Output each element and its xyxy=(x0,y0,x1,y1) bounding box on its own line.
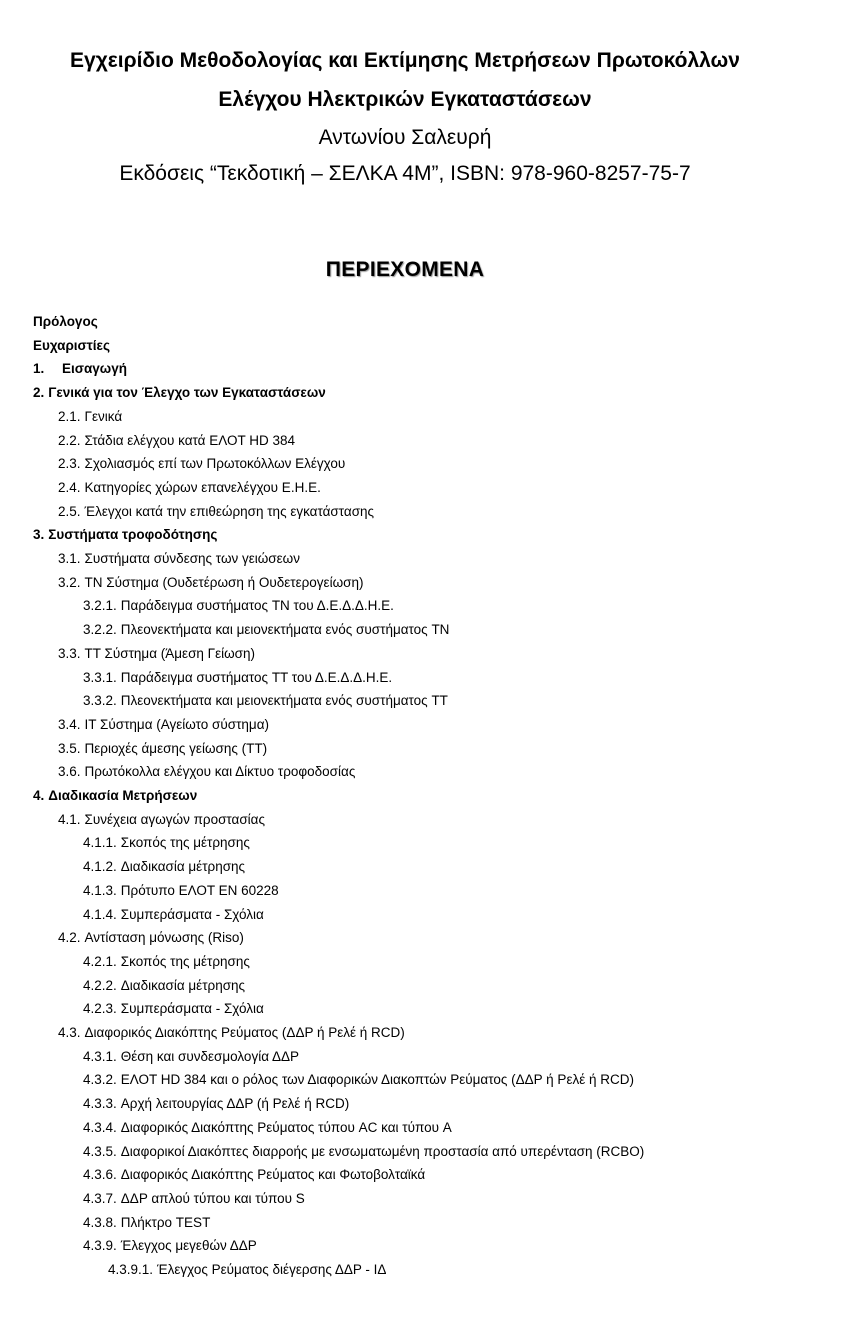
toc-entry-title: Διαφορικοί Διακόπτες διαρροής με ενσωματωμένη προστασία από υπερένταση (RCBO) xyxy=(120,1143,645,1159)
toc-entry xyxy=(58,645,255,663)
toc-entry xyxy=(83,669,392,687)
toc-entry-title: Συστήματα τροφοδότησης xyxy=(48,527,218,543)
toc-entry-title: Διαδικασία μέτρησης xyxy=(120,859,246,875)
toc-entry-title: Εισαγωγή xyxy=(62,361,127,377)
toc-entry-number: 4.3.1. xyxy=(83,1048,117,1064)
toc-entry-number: 4.1.2. xyxy=(83,859,117,875)
toc-entry xyxy=(83,597,394,615)
toc-entry-title: Παράδειγμα συστήματος TT του Δ.Ε.Δ.Δ.Η.Ε. xyxy=(120,669,393,685)
toc-entry-number: 4.1. xyxy=(58,811,81,827)
toc-entry xyxy=(83,1214,210,1232)
toc-entry-title: Διαδικασία μέτρησης xyxy=(120,977,246,993)
toc-entry-title: Στάδια ελέγχου κατά ΕΛΟΤ HD 384 xyxy=(84,432,296,448)
toc-entry xyxy=(83,1048,299,1066)
toc-entry-title: IT Σύστημα (Αγείωτο σύστημα) xyxy=(84,716,270,732)
toc-entry xyxy=(58,929,244,947)
toc-entry-number: 4.3.9. xyxy=(83,1238,117,1254)
toc-entry-number: 3.3. xyxy=(58,645,81,661)
toc-entry-title: ΕΛΟΤ HD 384 και ο ρόλος των Διαφορικών Διακοπτών Ρεύματος (ΔΔΡ ή Ρελέ ή RCD) xyxy=(120,1072,634,1088)
toc-entry xyxy=(33,360,127,378)
toc-entry xyxy=(58,550,300,568)
toc-entry-title: Διαφορικός Διακόπτης Ρεύματος τύπου AC και τύπου A xyxy=(120,1119,452,1135)
toc-entry-number: 3.3.2. xyxy=(83,693,117,709)
toc-entry-title: Περιοχές άμεσης γείωσης (TT) xyxy=(84,740,268,756)
toc-entry-title: Διαφορικός Διακόπτης Ρεύματος και Φωτοβολταϊκά xyxy=(120,1167,426,1183)
toc-entry-title: Πλήκτρο TEST xyxy=(120,1214,211,1230)
toc-entry-number: 1. xyxy=(33,361,45,377)
publisher-info: Εκδόσεις “Τεκδοτική – ΣΕΛΚΑ 4Μ”, ISBN: 978-960-8257-75-7 xyxy=(119,162,691,185)
toc-entry-title: Συστήματα σύνδεσης των γειώσεων xyxy=(84,551,300,566)
toc-entry xyxy=(83,621,449,639)
toc-entry-title: Συμπεράσματα - Σχόλια xyxy=(120,906,264,922)
toc-entry-title: TN Σύστημα (Ουδετέρωση ή Ουδετερογείωση) xyxy=(84,574,364,590)
toc-entry-title: Έλεγχος Ρεύματος διέγερσης ΔΔΡ - IΔ xyxy=(157,1262,387,1277)
toc-entry-title: Έλεγχος μεγεθών ΔΔΡ xyxy=(120,1238,257,1254)
toc-entry-number: 3.2.1. xyxy=(83,598,117,614)
toc-entry xyxy=(83,692,448,710)
toc-entry xyxy=(83,858,245,876)
toc-entry-number: 4.1.4. xyxy=(83,906,117,922)
toc-entry xyxy=(83,882,279,900)
toc-entry-title: Ευχαριστίες xyxy=(33,337,110,353)
toc-entry xyxy=(33,384,326,402)
toc-entry-number: 4.3.4. xyxy=(83,1119,117,1135)
toc-entry-number: 4.2.2. xyxy=(83,977,117,993)
toc-entry xyxy=(33,787,197,805)
toc-entry-number: 4.3.2. xyxy=(83,1072,117,1088)
toc-entry-title: TT Σύστημα (Άμεση Γείωση) xyxy=(84,645,255,661)
toc-entry xyxy=(58,763,355,781)
toc-entry-number: 3.5. xyxy=(58,740,81,756)
toc-entry xyxy=(58,455,345,473)
toc-entry-title: Συνέχεια αγωγών προστασίας xyxy=(84,811,265,827)
toc-entry-number: 4.1.1. xyxy=(83,835,117,851)
toc-entry-number: 2.5. xyxy=(58,503,81,519)
toc-entry xyxy=(83,1000,264,1018)
toc-entry xyxy=(58,432,295,450)
toc-entry-title: Σκοπός της μέτρησης xyxy=(120,953,250,969)
toc-entry-title: Αρχή λειτουργίας ΔΔΡ (ή Ρελέ ή RCD) xyxy=(120,1096,350,1112)
toc-entry-title: Πλεονεκτήματα και μειονεκτήματα ενός συστήματος TN xyxy=(120,622,450,638)
toc-entry-number: 3. xyxy=(33,527,45,543)
book-title-line-2: Ελέγχου Ηλεκτρικών Εγκαταστάσεων xyxy=(218,88,592,111)
toc-entry-number: 4.2.1. xyxy=(83,953,117,969)
toc-entry xyxy=(58,574,363,592)
toc-entry xyxy=(33,313,98,331)
toc-entry xyxy=(58,1024,405,1042)
toc-entry-title: Πρωτόκολλα ελέγχου και Δίκτυο τροφοδοσίας xyxy=(84,764,356,780)
toc-entry-title: ΔΔΡ απλού τύπου και τύπου S xyxy=(120,1190,305,1206)
toc-entry xyxy=(58,479,321,497)
toc-entry-number: 4.2. xyxy=(58,930,81,946)
toc-entry-title: Πρόλογος xyxy=(33,314,98,329)
toc-entry-title: Γενικά xyxy=(84,408,123,424)
toc-entry-title: Αντίσταση μόνωσης (Riso) xyxy=(84,930,244,946)
toc-entry xyxy=(108,1261,386,1279)
toc-entry-number: 4.2.3. xyxy=(83,1001,117,1017)
toc-entry-number: 4.3.8. xyxy=(83,1214,117,1230)
toc-entry-number: 2. xyxy=(33,385,45,401)
toc-entry xyxy=(83,906,264,924)
toc-entry-title: Παράδειγμα συστήματος TN του Δ.Ε.Δ.Δ.Η.Ε. xyxy=(120,598,394,614)
toc-entry xyxy=(83,834,250,852)
toc-entry xyxy=(83,1095,349,1113)
toc-entry-number: 3.2.2. xyxy=(83,622,117,638)
toc-entry xyxy=(83,1237,257,1255)
toc-entry-number: 4.3.6. xyxy=(83,1167,117,1183)
toc-entry-number: 3.6. xyxy=(58,764,81,780)
toc-entry xyxy=(83,1190,305,1208)
toc-entry-number: 4.1.3. xyxy=(83,882,117,898)
toc-entry xyxy=(83,1143,644,1161)
toc-entry-number: 3.2. xyxy=(58,574,81,590)
toc-entry-number: 4.3.3. xyxy=(83,1096,117,1112)
toc-entry-title: Γενικά για τον Έλεγχο των Εγκαταστάσεων xyxy=(48,385,326,401)
toc-entry xyxy=(33,526,217,544)
toc-entry-title: Συμπεράσματα - Σχόλια xyxy=(120,1001,264,1017)
toc-entry xyxy=(83,1119,452,1137)
toc-entry-title: Πλεονεκτήματα και μειονεκτήματα ενός συστήματος TT xyxy=(120,693,448,709)
toc-entry-title: Σκοπός της μέτρησης xyxy=(120,835,250,851)
toc-entry-number: 3.4. xyxy=(58,716,81,732)
toc-entry xyxy=(58,716,269,734)
toc-entry-title: Σχολιασμός επί των Πρωτοκόλλων Ελέγχου xyxy=(84,456,346,472)
toc-entry xyxy=(83,1166,425,1184)
toc-entry xyxy=(58,740,267,758)
toc-entry-number: 3.3.1. xyxy=(83,669,117,685)
toc-entry-number: 4.3. xyxy=(58,1025,81,1040)
toc-entry xyxy=(58,811,265,829)
toc-entry xyxy=(33,337,110,355)
toc-entry xyxy=(83,953,250,971)
toc-entry-number: 2.1. xyxy=(58,408,81,424)
book-title-line-1: Εγχειρίδιο Μεθοδολογίας και Εκτίμησης Μετρήσεων Πρωτοκόλλων xyxy=(70,49,740,72)
toc-entry xyxy=(83,977,245,995)
toc-entry-title: Έλεγχοι κατά την επιθεώρηση της εγκατάστασης xyxy=(84,503,375,519)
toc-entry xyxy=(83,1071,634,1089)
toc-entry-title: Διαδικασία Μετρήσεων xyxy=(48,788,198,803)
toc-entry-number: 2.4. xyxy=(58,479,81,495)
toc-entry-number: 4.3.9.1. xyxy=(108,1262,154,1277)
toc-entry-number: 2.2. xyxy=(58,432,81,448)
author-name: Αντωνίου Σαλευρή xyxy=(318,126,492,149)
toc-entry-title: Διαφορικός Διακόπτης Ρεύματος (ΔΔΡ ή Ρελέ ή RCD) xyxy=(84,1025,405,1040)
toc-entry-number: 3.1. xyxy=(58,551,81,566)
toc-entry-title: Πρότυπο ΕΛΟΤ EN 60228 xyxy=(120,882,279,898)
toc-entry-number: 2.3. xyxy=(58,456,81,472)
toc-entry-number: 4. xyxy=(33,788,45,803)
toc-heading: ΠΕΡΙΕΧΟΜΕΝΑ xyxy=(325,258,485,281)
toc-entry-number: 4.3.5. xyxy=(83,1143,117,1159)
toc-entry-title: Θέση και συνδεσμολογία ΔΔΡ xyxy=(120,1048,300,1064)
toc-entry xyxy=(58,408,122,426)
toc-entry xyxy=(58,503,374,521)
toc-entry-title: Κατηγορίες χώρων επανελέγχου Ε.Η.Ε. xyxy=(84,479,321,495)
toc-entry-number: 4.3.7. xyxy=(83,1190,117,1206)
